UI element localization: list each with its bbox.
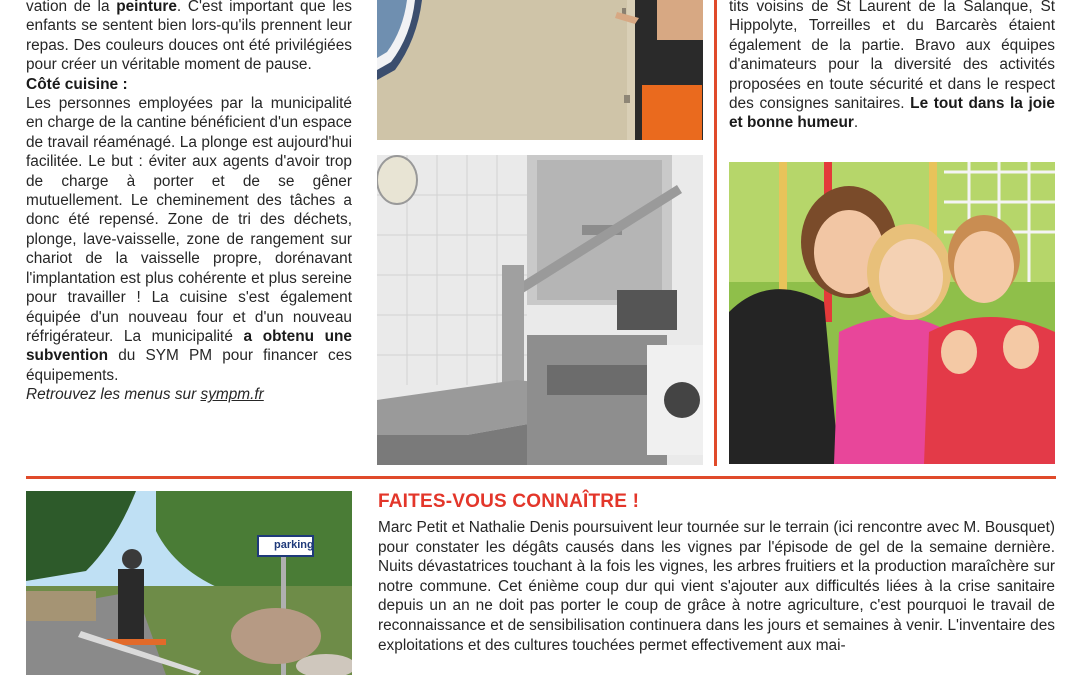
menus-link[interactable]: sympm.fr — [200, 386, 264, 404]
left-article — [26, 0, 352, 405]
right-text: tits voisins de St Laurent de la Salanque, St Hippolyte, Torreilles et du Barcarès étaient également de la partie. Bravo aux équipes d'animateurs pour la diversité des activités proposées en toute sécurité et dans le respect des consignes sanitaires. — [729, 0, 1055, 113]
field-photo — [26, 491, 352, 675]
children-photo — [729, 162, 1055, 464]
right-bold: Le tout dans la joie et bonne humeur — [729, 95, 1055, 132]
section-heading-cuisine: Côté cuisine : — [26, 75, 128, 93]
cuisine-paragraph — [26, 94, 352, 385]
kitchen-photo — [377, 155, 703, 465]
menus-prefix: Retrouvez les menus sur — [26, 386, 201, 404]
intro-paragraph — [26, 0, 352, 75]
bottom-article-body: Marc Petit et Nathalie Denis poursuivent leur tournée sur le terrain (ici rencontre avec M. Bousquet) pour constater les dégâts causés dans les vignes par l'épisode de gel de la semaine dernière. Nuits dévastatrices touchant à la fois les vignes, les arbres fruitiers et la production maraîchère sur notre commune. Cet énième coup dur qui vient s'ajouter aux difficultés liées à la crise sanitaire depuis un an ne doit pas porter le coup de grâce à notre agriculture, c'est pourquoi le travail de reconnaissance et de sensibilisation continuera dans les jours et semaines à venir. L'inventaire des exploitations et des cultures touchées permet effectivement aux mai- — [378, 519, 1055, 654]
menus-line — [26, 385, 352, 404]
cuisine-body-end: du SYM PM pour financer ces équipements. — [26, 347, 352, 384]
intro-text-start: vation de la — [26, 0, 117, 15]
right-text-end: . — [853, 114, 859, 132]
intro-bold-word: peinture — [116, 0, 177, 15]
right-article — [729, 0, 1055, 133]
intro-rest: que les enfants se sentent bien lors-qu'ils prennent leur repas. Des couleurs douces ont été privilégiées pour créer un véritable moment de pause. — [26, 0, 352, 74]
article-title: FAITES-VOUS CONNAÎTRE ! — [378, 491, 640, 512]
section-divider — [26, 476, 1056, 479]
right-paragraph — [729, 0, 1055, 133]
cuisine-bold: a obtenu une subvention — [26, 327, 352, 365]
cuisine-body: Les personnes employées par la municipalité en charge de la cantine bénéficient d'un espace de travail réaménagé. La plonge est aujourd'hui facilitée. Le but : éviter aux agents d'avoir trop de charge à porter et de se gêner mutuellement. Le cheminement des tâches a donc été repensé. Zone de tri des déchets, plonge, lave-vaisselle, zone de rangement sur chariot de la vaisselle propre, dorénavant l'implantation est plus cohérente et plus sereine pour travailler ! La cuisine s'est également équipée d'un nouveau four et d'un nouveau réfrigérateur. La municipalité — [26, 95, 352, 345]
intro-text-end: . C'est important — [176, 0, 294, 15]
column-divider — [714, 0, 717, 466]
painter-photo — [377, 0, 703, 140]
parking-sign-label: parking — [274, 539, 314, 551]
